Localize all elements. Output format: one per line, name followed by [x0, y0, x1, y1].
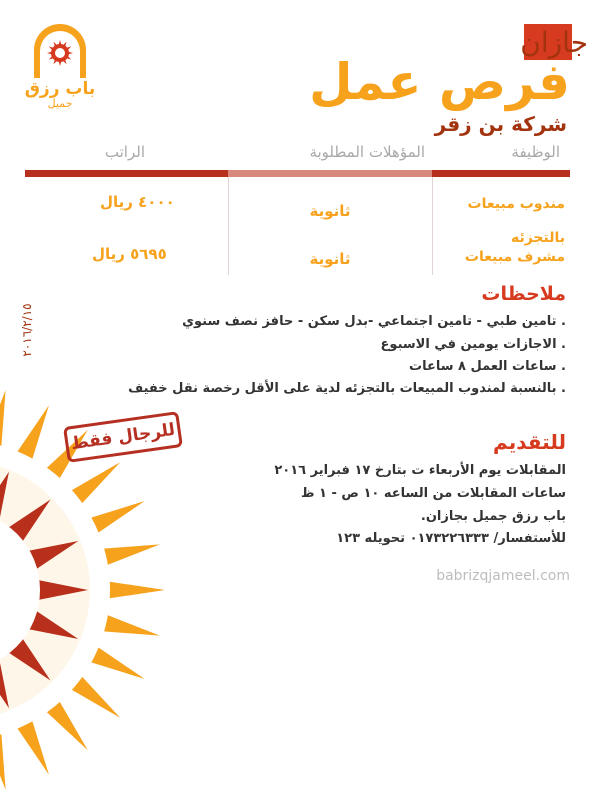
notes-heading: ملاحظات [481, 283, 566, 305]
post-date-text: ٢٠١٦/٢/١٥ [20, 303, 34, 357]
brand-logo [20, 20, 100, 110]
header-bar-job [432, 170, 570, 177]
note-item: . ساعات العمل ٨ ساعات [409, 359, 566, 374]
table-row-1-salary: ٤٠٠٠ ريال [100, 193, 175, 211]
page-title: فرص عمل [309, 53, 570, 111]
header-bar-salary [25, 170, 228, 177]
job-title-line: مندوب مبيعات [467, 196, 565, 212]
column-divider [432, 177, 433, 275]
apply-line: للأستفسار/ ٠١٧٣٢٢٦٣٣٣ تحويله ١٢٣ [336, 531, 566, 546]
apply-line: باب رزق جميل بجازان. [420, 509, 566, 524]
table-row-2-salary: ٥٦٩٥ ريال [92, 245, 167, 263]
post-date [14, 295, 40, 365]
column-header-salary: الراتب [104, 143, 145, 161]
note-item: . تامين طبي - تامين اجتماعي -بدل سكن - حافز نصف سنوي [182, 314, 566, 329]
table-row-2-qualification: ثانوية [309, 250, 351, 268]
apply-heading: للتقديم [493, 430, 566, 454]
table-row-1-job [468, 187, 565, 255]
table-row-2-job [465, 249, 565, 265]
apply-line: ساعات المقابلات من الساعه ١٠ ص - ١ ظ [301, 486, 566, 501]
column-header-job: الوظيفة [511, 143, 560, 161]
column-header-qualification: المؤهلات المطلوبة [309, 143, 425, 161]
job-title-line: مشرف مبيعات [464, 249, 565, 265]
apply-line: المقابلات يوم الأربعاء ت بتارخ ١٧ فبراير ٢٠١٦ [274, 463, 566, 478]
city-label: جازان [520, 26, 588, 59]
logo-name: باب رزق [24, 79, 96, 99]
note-item: . بالنسبة لمندوب المبيعات بالتجزئه لدية على الأقل رخصة نقل خفيف [128, 381, 566, 396]
sun-arch-logo-icon [28, 20, 92, 78]
header-bar-qualification [228, 170, 432, 177]
note-item: . الاجازات يومين في الاسبوع [380, 337, 566, 352]
logo-subtitle: جميل [47, 97, 73, 110]
stamp-text: للرجال فقط [69, 419, 177, 455]
job-title-line: بالتجزئه [510, 230, 565, 246]
company-name: شركة بن زقر [434, 112, 567, 136]
table-row-1-qualification: ثانوية [309, 202, 351, 220]
website-link[interactable]: babrizqjameel.com [436, 568, 570, 584]
